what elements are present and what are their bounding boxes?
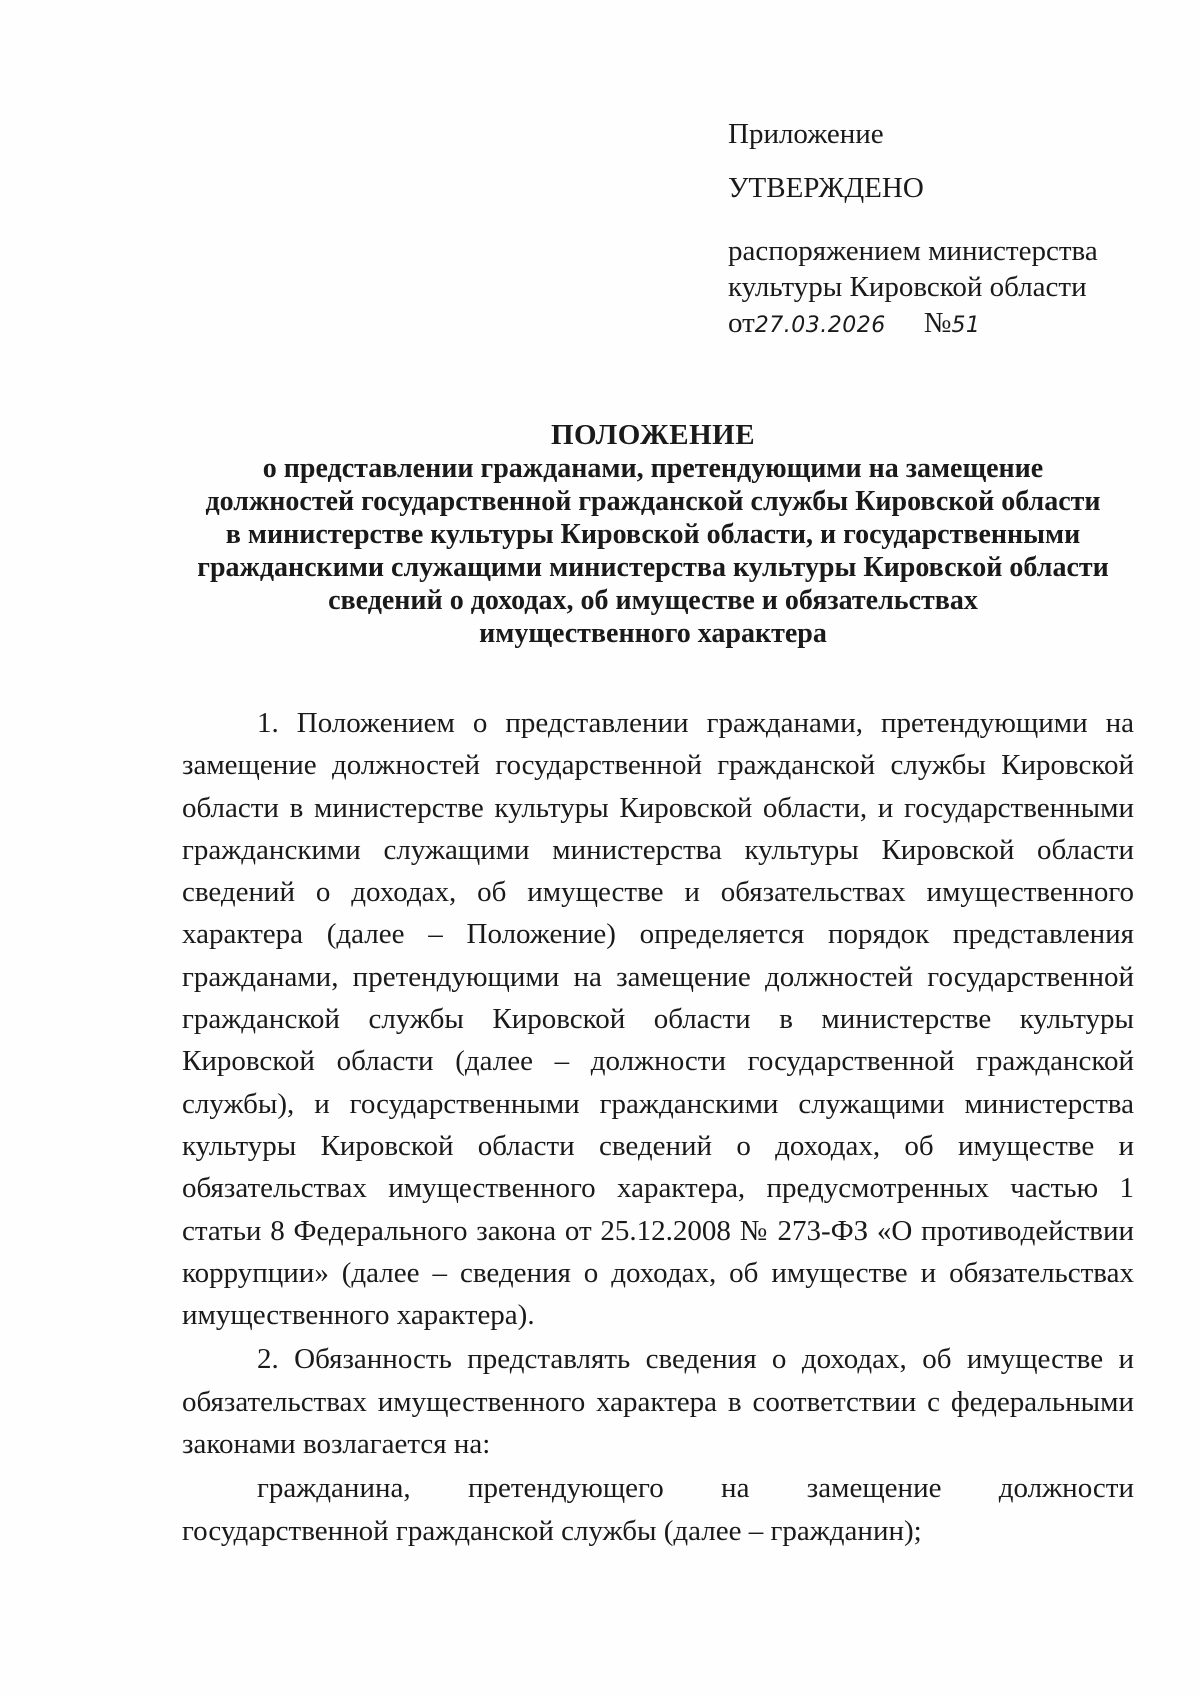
title-line: сведений о доходах, об имуществе и обязательствах <box>328 585 978 616</box>
date-prefix: от <box>728 307 755 339</box>
order-date-row <box>728 305 1168 344</box>
document-body <box>182 702 1134 1552</box>
approved-stamp-text: УТВЕРЖДЕНО <box>728 172 924 204</box>
paragraph-3: гражданина, претендующего на замещение должности государственной гражданской службы (далее – гражданин); <box>182 1472 1134 1547</box>
title-line: имущественного характера <box>479 618 827 649</box>
order-line-1: распоряжением министерства <box>728 235 1098 267</box>
title-line: должностей государственной гражданской службы Кировской области <box>205 486 1101 517</box>
order-line-2: культуры Кировской области <box>728 271 1087 303</box>
title-line: в министерстве культуры Кировской области, и государственными <box>225 519 1081 550</box>
order-number: 51 <box>951 313 981 338</box>
number-label: № <box>923 307 952 339</box>
paragraph-2: 2. Обязанность представлять сведения о доходах, об имуществе и обязательствах имущественного характера в соответствии с федеральными законами возлагается на: <box>182 1343 1134 1461</box>
title-line: о представлении гражданами, претендующими на замещение <box>262 453 1044 484</box>
order-date: 27.03.2026 <box>754 313 886 338</box>
appendix-label: Приложение <box>728 118 884 150</box>
document-title <box>150 419 1156 650</box>
paragraph-1: 1. Положением о представлении гражданами, претендующими на замещение должностей государственной гражданской службы Кировской области в министерстве культуры Кировской области, и государственными гражданскими служащими министерства культуры Кировской области сведений о доходах, об имуществе и обязательствах имущественного характера (далее – Положение) определяется порядок представления гражданами, претендующими на замещение должностей государственной гражданской службы Кировской области в министерстве культуры Кировской области (далее – должности государственной гражданской службы), и государственными гражданскими служащими министерства культуры Кировской области сведений о доходах, об имуществе и обязательствах имущественного характера, предусмотренных частью 1 статьи 8 Федерального закона от 25.12.2008 № 273-ФЗ «О противодействии коррупции» (далее – сведения о доходах, об имуществе и обязательствах имущественного характера). <box>182 707 1134 1332</box>
title-heading: ПОЛОЖЕНИЕ <box>550 419 756 451</box>
approval-block <box>728 116 1168 344</box>
title-line: гражданскими служащими министерства культуры Кировской области <box>197 552 1109 583</box>
